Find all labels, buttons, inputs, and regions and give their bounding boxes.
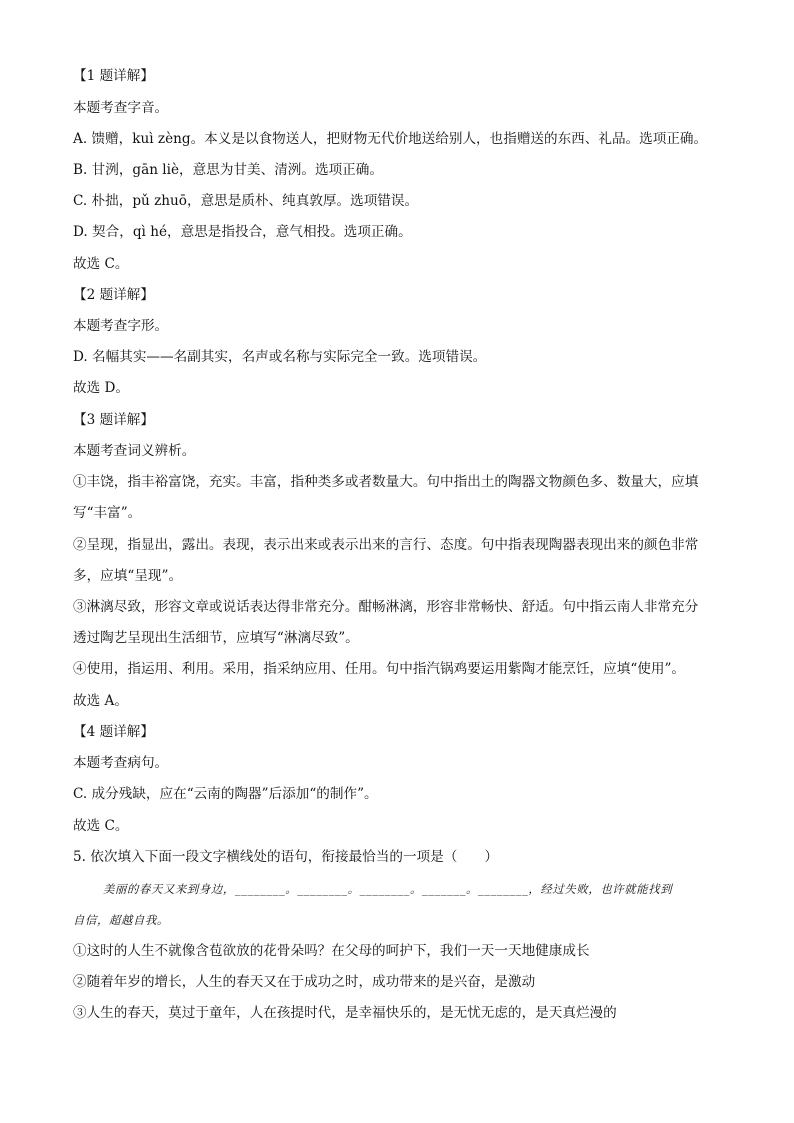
- q3-header: 【3 题详解】: [73, 412, 154, 428]
- q4-header: 【4 题详解】: [73, 724, 154, 740]
- q1-option-a: A. 馈赠，kuì zèng。本义是以食物送人，把财物无代价地送给别人，也指赠送的东西、礼品。选项正确。: [73, 131, 708, 147]
- q3-point-1-line-2: 写“丰富”。: [73, 505, 142, 521]
- q1-option-d: D. 契合，qì hé，意思是指投合，意气相投。选项正确。: [73, 224, 412, 240]
- q1-intro: 本题考查字音。: [73, 100, 169, 116]
- q4-intro: 本题考查病句。: [73, 755, 169, 771]
- q2-header: 【2 题详解】: [73, 287, 154, 303]
- q5-passage-line-1: 美丽的春天又来到身边，________。________。________。_______。________，经过失败，也许就能找到: [103, 882, 673, 896]
- q4-option-c: C. 成分残缺，应在“云南的陶器”后添加“的制作”。: [73, 786, 378, 802]
- q5-item-2: ②随着年岁的增长，人生的春天又在于成功之时，成功带来的是兴奋，是激动: [73, 974, 536, 990]
- q1-answer: 故选 C。: [73, 256, 129, 272]
- q2-option-d: D. 名幅其实——名副其实，名声或名称与实际完全一致。选项错误。: [73, 349, 487, 365]
- q3-point-1-line-1: ①丰饶，指丰裕富饶，充实。丰富，指种类多或者数量大。句中指出土的陶器文物颜色多、数量大，应填: [73, 474, 699, 490]
- q3-point-3-line-2: 透过陶艺呈现出生活细节，应填写“淋漓尽致”。: [73, 630, 359, 646]
- q3-point-2-line-2: 多，应填“呈现”。: [73, 568, 183, 584]
- q1-header: 【1 题详解】: [73, 68, 154, 84]
- q2-answer: 故选 D。: [73, 380, 130, 396]
- q3-answer: 故选 A。: [73, 693, 128, 709]
- q4-answer: 故选 C。: [73, 818, 129, 834]
- q3-intro: 本题考查词义辨析。: [73, 443, 196, 459]
- q5-item-3: ③人生的春天，莫过于童年，人在孩提时代，是幸福快乐的，是无忧无虑的，是天真烂漫的: [73, 1005, 617, 1021]
- q3-point-3-line-1: ③淋漓尽致，形容文章或说话表达得非常充分。酣畅淋漓，形容非常畅快、舒适。句中指云南人非常充分: [73, 599, 699, 615]
- q1-option-c: C. 朴拙，pǔ zhuō，意思是质朴、纯真敦厚。选项错误。: [73, 193, 419, 209]
- q5-item-1: ①这时的人生不就像含苞欲放的花骨朵吗？在父母的呵护下，我们一天一天地健康成长: [73, 943, 590, 959]
- q3-point-2-line-1: ②呈现，指显出，露出。表现，表示出来或表示出来的言行、态度。句中指表现陶器表现出来的颜色非常: [73, 537, 699, 553]
- q5-question: 5. 依次填入下面一段文字横线处的语句，衔接最恰当的一项是（ ）: [73, 849, 499, 865]
- q1-option-b: B. 甘洌，gān liè，意思为甘美、清洌。选项正确。: [73, 162, 383, 178]
- q5-passage-line-2: 自信，超越自我。: [73, 913, 169, 927]
- q3-point-4: ④使用，指运用、利用。采用，指采纳应用、任用。句中指汽锅鸡要运用紫陶才能烹饪，应填“使用”。: [73, 661, 686, 677]
- q2-intro: 本题考查字形。: [73, 318, 169, 334]
